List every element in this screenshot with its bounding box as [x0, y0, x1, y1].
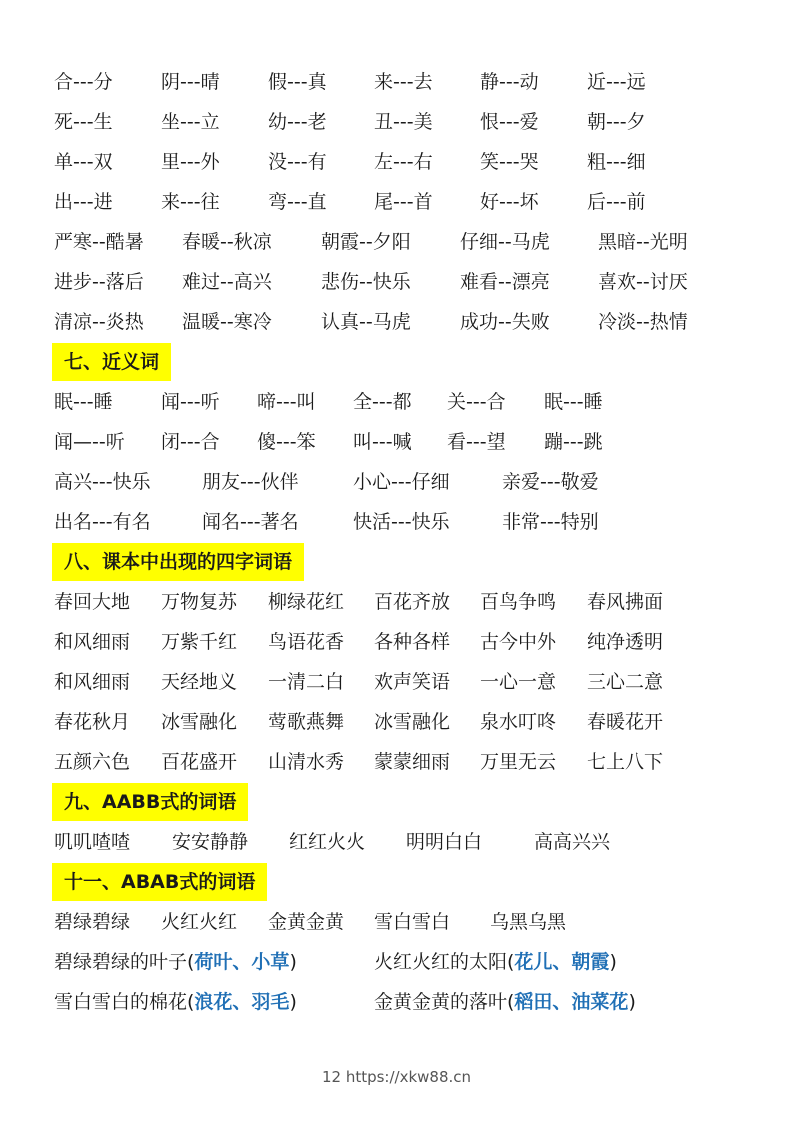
- word-pair: 鸟语花香: [268, 631, 345, 653]
- word-pair: 合---分: [54, 71, 113, 93]
- word-pair: 万物复苏: [161, 591, 238, 613]
- word-pair: 春回大地: [54, 591, 131, 613]
- word-pair: 碧绿碧绿: [54, 911, 131, 933]
- word-pair: 左---右: [374, 151, 433, 173]
- word-pair: 万紫千红: [161, 631, 238, 653]
- word-pair: 难过--高兴: [182, 271, 272, 293]
- word-pair: 里---外: [161, 151, 220, 173]
- word-pair: 蒙蒙细雨: [374, 751, 451, 773]
- abab-phrase: [54, 942, 297, 982]
- word-pair: 进步--落后: [54, 271, 144, 293]
- word-pair: 百花齐放: [374, 591, 451, 613]
- word-pair: 朝霞--夕阳: [321, 231, 411, 253]
- example-words: 稻田、油菜花: [514, 991, 629, 1013]
- word-pair: 百花盛开: [161, 751, 238, 773]
- word-pair: 雪白雪白: [374, 911, 451, 933]
- word-pair: 没---有: [268, 151, 327, 173]
- word-pair: 五颜六色: [54, 751, 131, 773]
- word-row: [54, 462, 754, 502]
- word-pair: 闭---合: [161, 431, 220, 453]
- word-pair: 和风细雨: [54, 671, 131, 693]
- phrase-text: ): [289, 991, 297, 1013]
- word-pair: 出名---有名: [54, 511, 151, 533]
- word-row: [54, 382, 754, 422]
- word-pair: 冷淡--热情: [598, 311, 688, 333]
- phrase-text: ): [628, 991, 636, 1013]
- word-pair: 黑暗--光明: [598, 231, 688, 253]
- document-page: [54, 62, 754, 1022]
- word-pair: 难看--漂亮: [460, 271, 550, 293]
- word-pair: 粗---细: [587, 151, 646, 173]
- word-pair: 后---前: [587, 191, 646, 213]
- word-pair: 高兴---快乐: [54, 471, 151, 493]
- section-heading-four-char: 八、课本中出现的四字词语: [54, 542, 754, 582]
- phrase-text: 雪白雪白的棉花(: [54, 991, 195, 1013]
- word-pair: 一清二白: [268, 671, 345, 693]
- word-pair: 眠---睡: [544, 391, 603, 413]
- word-row: [54, 502, 754, 542]
- phrase-row: [54, 942, 754, 982]
- word-pair: 明明白白: [406, 831, 483, 853]
- word-pair: 冰雪融化: [161, 711, 238, 733]
- word-row: [54, 662, 754, 702]
- word-pair: 百鸟争鸣: [480, 591, 557, 613]
- word-row: [54, 102, 754, 142]
- word-pair: 非常---特别: [502, 511, 599, 533]
- word-pair: 坐---立: [161, 111, 220, 133]
- word-pair: 温暖--寒冷: [182, 311, 272, 333]
- word-pair: 古今中外: [480, 631, 557, 653]
- page-footer: 12 https://xkw88.cn: [321, 1068, 472, 1086]
- word-pair: 单---双: [54, 151, 113, 173]
- word-row: [54, 422, 754, 462]
- word-pair: 叫---喊: [353, 431, 412, 453]
- word-pair: 看---望: [447, 431, 506, 453]
- word-pair: 认真--马虎: [321, 311, 411, 333]
- word-pair: 出---进: [54, 191, 113, 213]
- word-pair: 各种各样: [374, 631, 451, 653]
- phrase-text: ): [289, 951, 297, 973]
- word-pair: 成功--失败: [460, 311, 550, 333]
- abab-phrase: [374, 982, 636, 1022]
- word-pair: 恨---爱: [480, 111, 539, 133]
- word-pair: 严寒--酷暑: [54, 231, 144, 253]
- phrase-text: 金黄金黄的落叶(: [374, 991, 515, 1013]
- word-pair: 春花秋月: [54, 711, 131, 733]
- word-pair: 朝---夕: [587, 111, 646, 133]
- word-pair: 好---坏: [480, 191, 539, 213]
- word-pair: 泉水叮咚: [480, 711, 557, 733]
- word-pair: 近---远: [587, 71, 646, 93]
- word-pair: 红红火火: [289, 831, 366, 853]
- word-row: [54, 302, 754, 342]
- word-pair: 一心一意: [480, 671, 557, 693]
- word-pair: 欢声笑语: [374, 671, 451, 693]
- word-pair: 莺歌燕舞: [268, 711, 345, 733]
- word-pair: 天经地义: [161, 671, 238, 693]
- word-pair: 冰雪融化: [374, 711, 451, 733]
- word-pair: 假---真: [268, 71, 327, 93]
- word-pair: 山清水秀: [268, 751, 345, 773]
- word-pair: 静---动: [480, 71, 539, 93]
- example-words: 花儿、朝霞: [514, 951, 610, 973]
- section-heading-abab: 十一、ABAB式的词语: [54, 862, 754, 902]
- word-pair: 清凉--炎热: [54, 311, 144, 333]
- word-pair: 关---合: [447, 391, 506, 413]
- phrase-text: 碧绿碧绿的叶子(: [54, 951, 195, 973]
- word-pair: 快活---快乐: [353, 511, 450, 533]
- word-pair: 万里无云: [480, 751, 557, 773]
- word-pair: 三心二意: [587, 671, 664, 693]
- section-heading-aabb: 九、AABB式的词语: [54, 782, 754, 822]
- word-pair: 啼---叫: [257, 391, 316, 413]
- phrase-row: [54, 982, 754, 1022]
- word-row: [54, 142, 754, 182]
- word-pair: 阴---晴: [161, 71, 220, 93]
- word-pair: 喜欢--讨厌: [598, 271, 688, 293]
- word-pair: 来---往: [161, 191, 220, 213]
- example-words: 浪花、羽毛: [194, 991, 290, 1013]
- word-pair: 春风拂面: [587, 591, 664, 613]
- word-row: [54, 62, 754, 102]
- section-heading-synonyms: 七、近义词: [54, 342, 754, 382]
- abab-phrase: [374, 942, 617, 982]
- word-row: [54, 622, 754, 662]
- word-pair: 闻---听: [161, 391, 220, 413]
- word-row: [54, 822, 754, 862]
- word-pair: 傻---笨: [257, 431, 316, 453]
- word-pair: 闻—--听: [54, 431, 125, 453]
- word-row: [54, 262, 754, 302]
- word-pair: 火红火红: [161, 911, 238, 933]
- word-pair: 春暖--秋凉: [182, 231, 272, 253]
- abab-phrase: [54, 982, 297, 1022]
- word-pair: 和风细雨: [54, 631, 131, 653]
- word-pair: 尾---首: [374, 191, 433, 213]
- word-pair: 幼---老: [268, 111, 327, 133]
- word-pair: 朋友---伙伴: [202, 471, 299, 493]
- word-row: [54, 702, 754, 742]
- word-row: [54, 182, 754, 222]
- word-pair: 小心---仔细: [353, 471, 450, 493]
- word-pair: 悲伤--快乐: [321, 271, 411, 293]
- phrase-text: ): [609, 951, 617, 973]
- word-row: [54, 582, 754, 622]
- word-pair: 金黄金黄: [268, 911, 345, 933]
- word-pair: 蹦---跳: [544, 431, 603, 453]
- word-pair: 安安静静: [172, 831, 249, 853]
- word-row: [54, 222, 754, 262]
- word-pair: 来---去: [374, 71, 433, 93]
- word-pair: 全---都: [353, 391, 412, 413]
- word-pair: 死---生: [54, 111, 113, 133]
- word-pair: 纯净透明: [587, 631, 664, 653]
- word-pair: 春暖花开: [587, 711, 664, 733]
- word-pair: 弯---直: [268, 191, 327, 213]
- word-pair: 仔细--马虎: [460, 231, 550, 253]
- word-pair: 乌黑乌黑: [490, 911, 567, 933]
- word-pair: 高高兴兴: [534, 831, 611, 853]
- word-pair: 叽叽喳喳: [54, 831, 131, 853]
- word-pair: 七上八下: [587, 751, 664, 773]
- phrase-text: 火红火红的太阳(: [374, 951, 515, 973]
- word-pair: 笑---哭: [480, 151, 539, 173]
- word-row: [54, 902, 754, 942]
- word-pair: 闻名---著名: [202, 511, 299, 533]
- word-row: [54, 742, 754, 782]
- word-pair: 眠---睡: [54, 391, 113, 413]
- word-pair: 丑---美: [374, 111, 433, 133]
- example-words: 荷叶、小草: [194, 951, 290, 973]
- word-pair: 亲爱---敬爱: [502, 471, 599, 493]
- word-pair: 柳绿花红: [268, 591, 345, 613]
